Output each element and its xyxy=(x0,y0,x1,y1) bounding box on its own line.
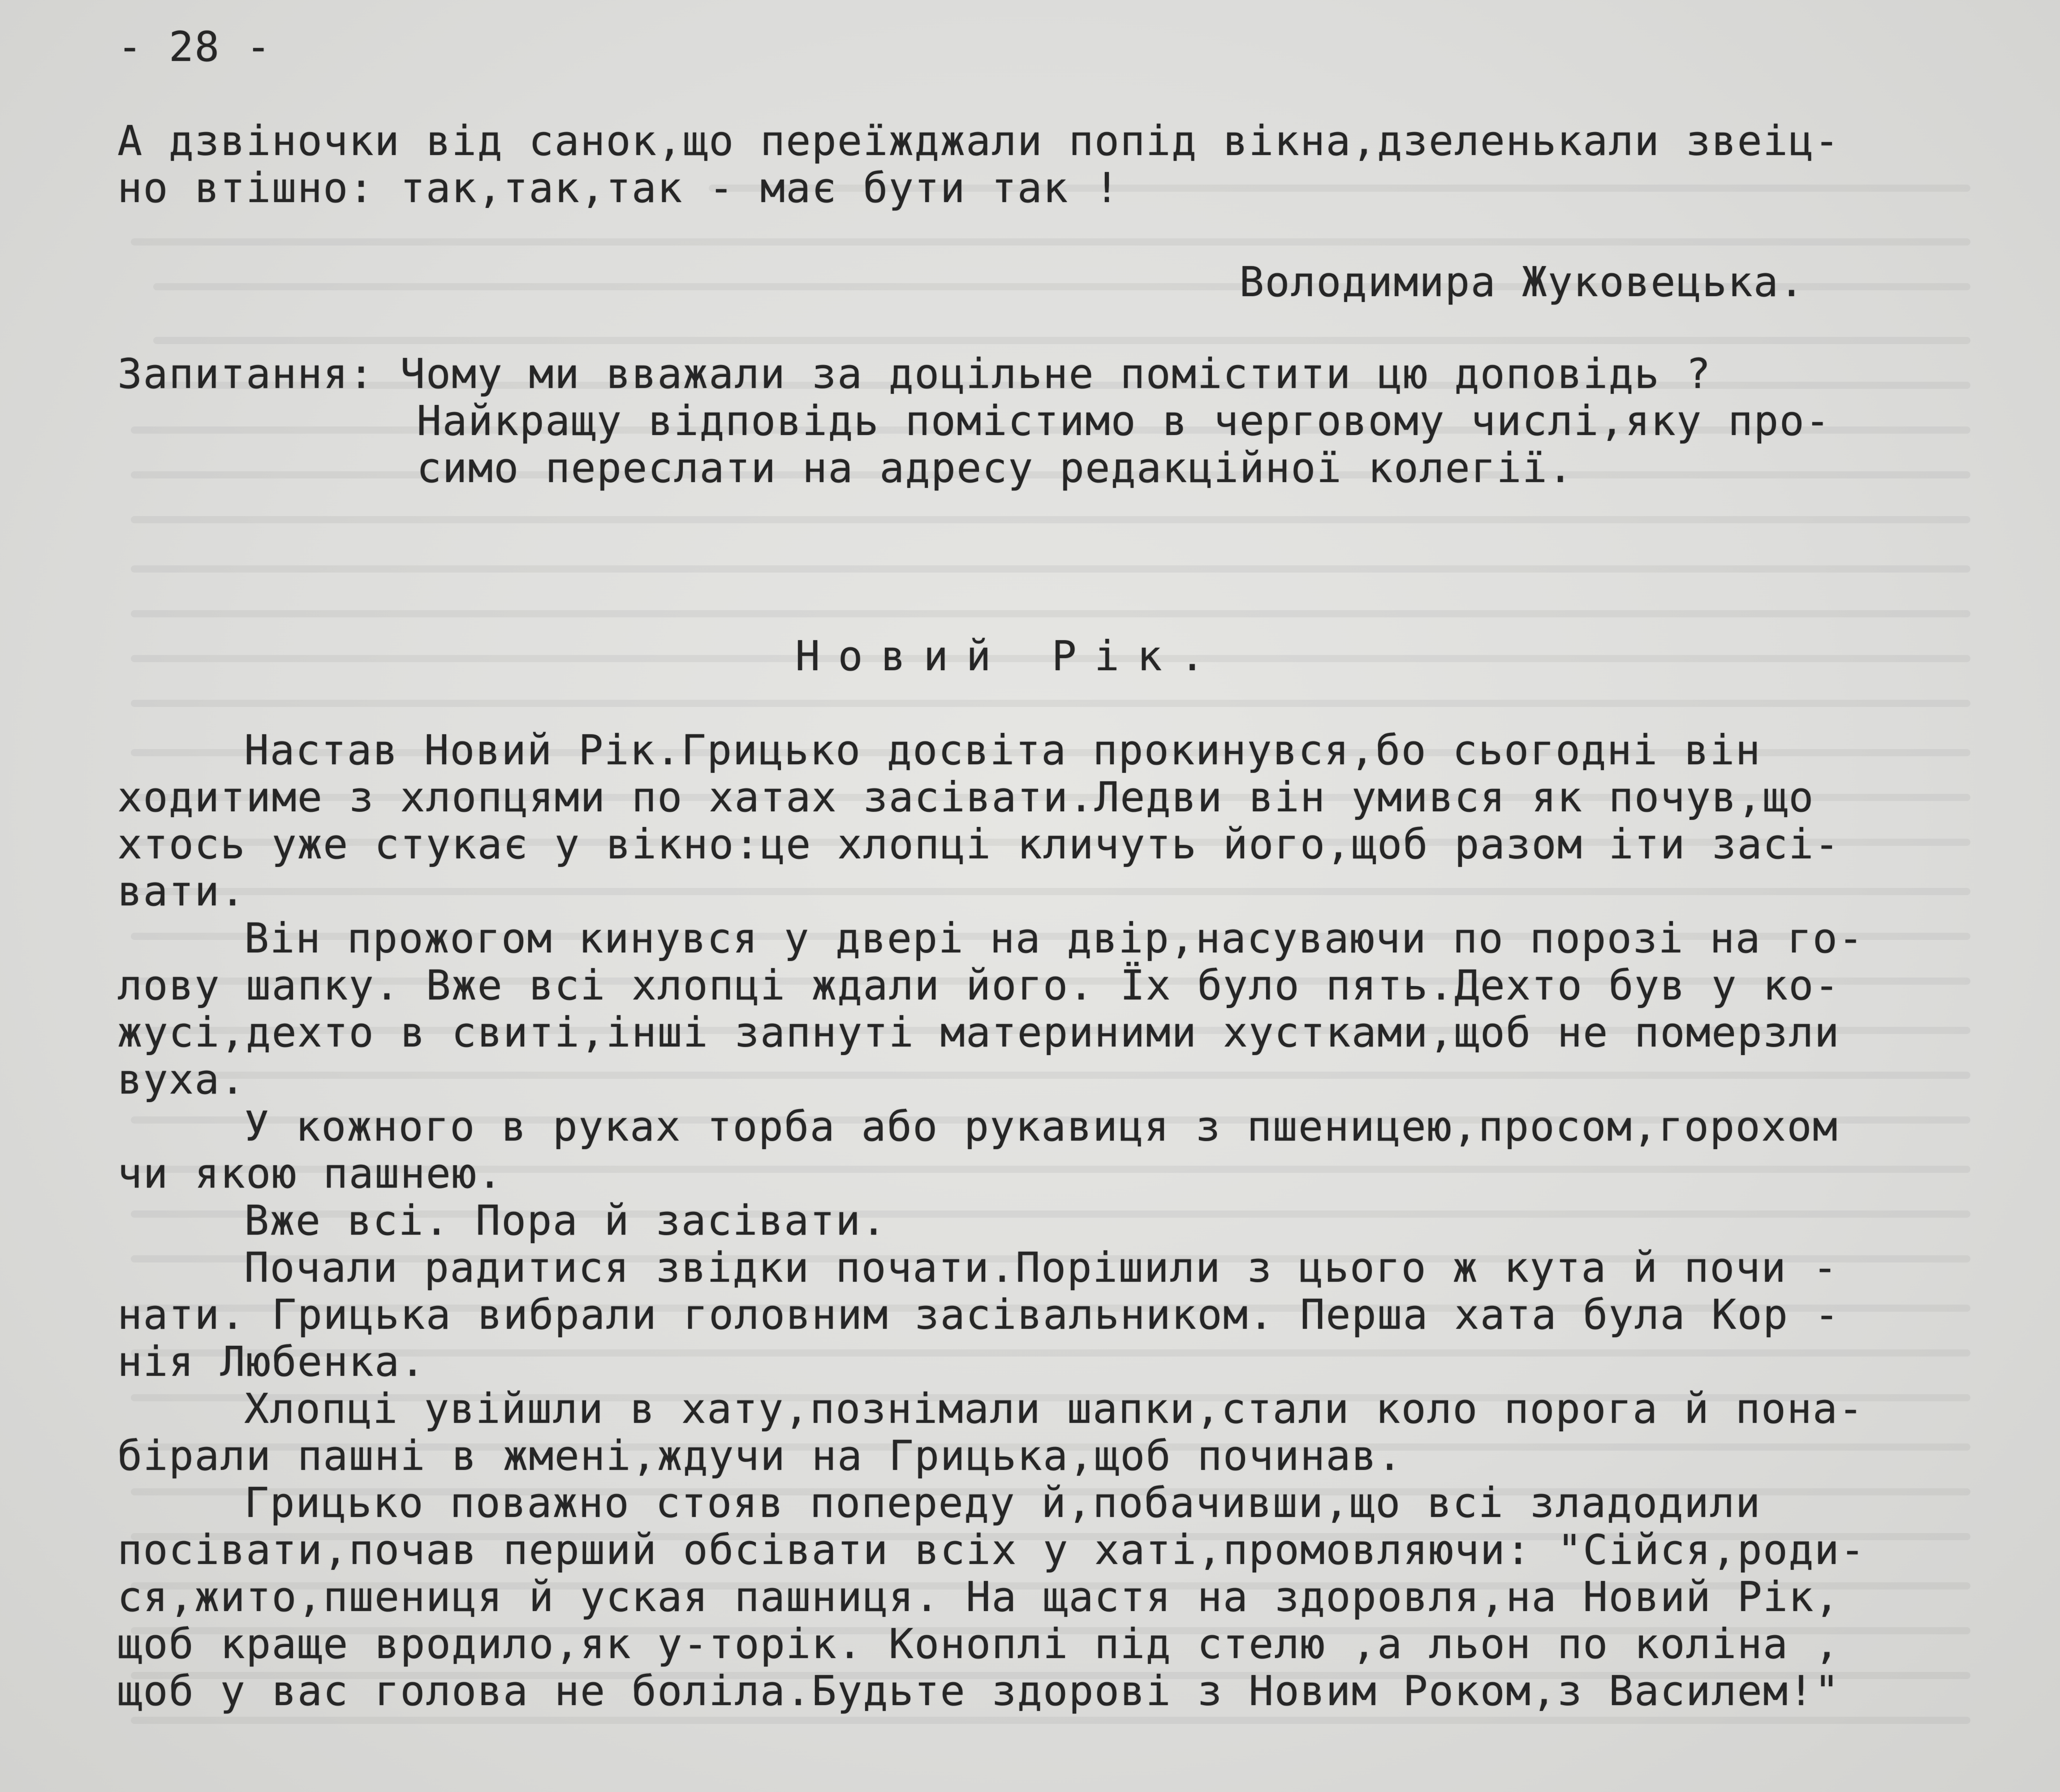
story-line: Почали радитися звідки почати.Порішили з цього ж кута й почи - xyxy=(244,1244,1839,1292)
story-line: щоб краще вродило,як у-торік. Коноплі під стелю ,а льон по коліна , xyxy=(117,1620,1840,1668)
story-title: Новий Рік. xyxy=(795,632,1223,680)
story-line: нія Любенка. xyxy=(117,1338,426,1386)
story-line: Він прожогом кинувся у двері на двір,насуваючи по порозі на го- xyxy=(244,914,1864,962)
story-line: ходитиме з хлопцями по хатах засівати.Ледви він умився як почув,що xyxy=(117,773,1814,821)
story-line: У кожного в руках торба або рукавиця з пшеницею,просом,горохом xyxy=(244,1103,1839,1150)
story-line: нати. Грицька вибрали головним засівальником. Перша хата була Кор - xyxy=(117,1291,1840,1339)
story-line: бірали пашні в жмені,ждучи на Грицька,щоб починав. xyxy=(117,1432,1403,1480)
story-line: щоб у вас голова не боліла.Будьте здорові з Новим Роком,з Василем!" xyxy=(117,1667,1840,1715)
story-line: чи якою пашнею. xyxy=(117,1150,503,1198)
story-line: Хлопці увійшли в хату,познімали шапки,стали коло порога й пона- xyxy=(244,1385,1864,1433)
story-line: вати. xyxy=(117,867,246,915)
page-number: - 28 - xyxy=(117,23,272,71)
author-signature: Володимира Жуковецька. xyxy=(1239,258,1805,306)
story-line: вуха. xyxy=(117,1055,246,1103)
intro-line: но втішно: так,так,так - має бути так ! xyxy=(117,164,1121,212)
question-line: Найкращу відповідь помістимо в черговому числі,яку про- xyxy=(417,397,1831,445)
intro-line: А дзвіночки від санок,що переїжджали попід вікна,дзеленькали звеіц- xyxy=(117,117,1840,165)
story-line: Грицько поважно стояв попереду й,побачивши,що всі зладодили xyxy=(244,1479,1761,1527)
story-line: ся,жито,пшениця й уская пашниця. На щастя на здоровля,на Новий Рік, xyxy=(117,1573,1840,1621)
story-line: лову шапку. Вже всі хлопці ждали його. Їх було пять.Дехто був у ко- xyxy=(117,961,1840,1009)
story-line: хтось уже стукає у вікно:це хлопці кличуть його,щоб разом іти засі- xyxy=(117,820,1840,868)
question-line: Запитання: Чому ми вважали за доцільне помістити цю доповідь ? xyxy=(117,350,1712,398)
story-line: жусі,дехто в свиті,інші запнуті материними хустками,щоб не померзли xyxy=(117,1008,1840,1056)
question-line: симо переслати на адресу редакційної колегії. xyxy=(417,444,1574,492)
story-line: Вже всі. Пора й засівати. xyxy=(244,1197,887,1245)
story-line: Настав Новий Рік.Грицько досвіта прокинувся,бо сьогодні він xyxy=(244,726,1761,774)
story-line: посівати,почав перший обсівати всіх у хаті,промовляючи: "Сійся,роди- xyxy=(117,1526,1866,1574)
